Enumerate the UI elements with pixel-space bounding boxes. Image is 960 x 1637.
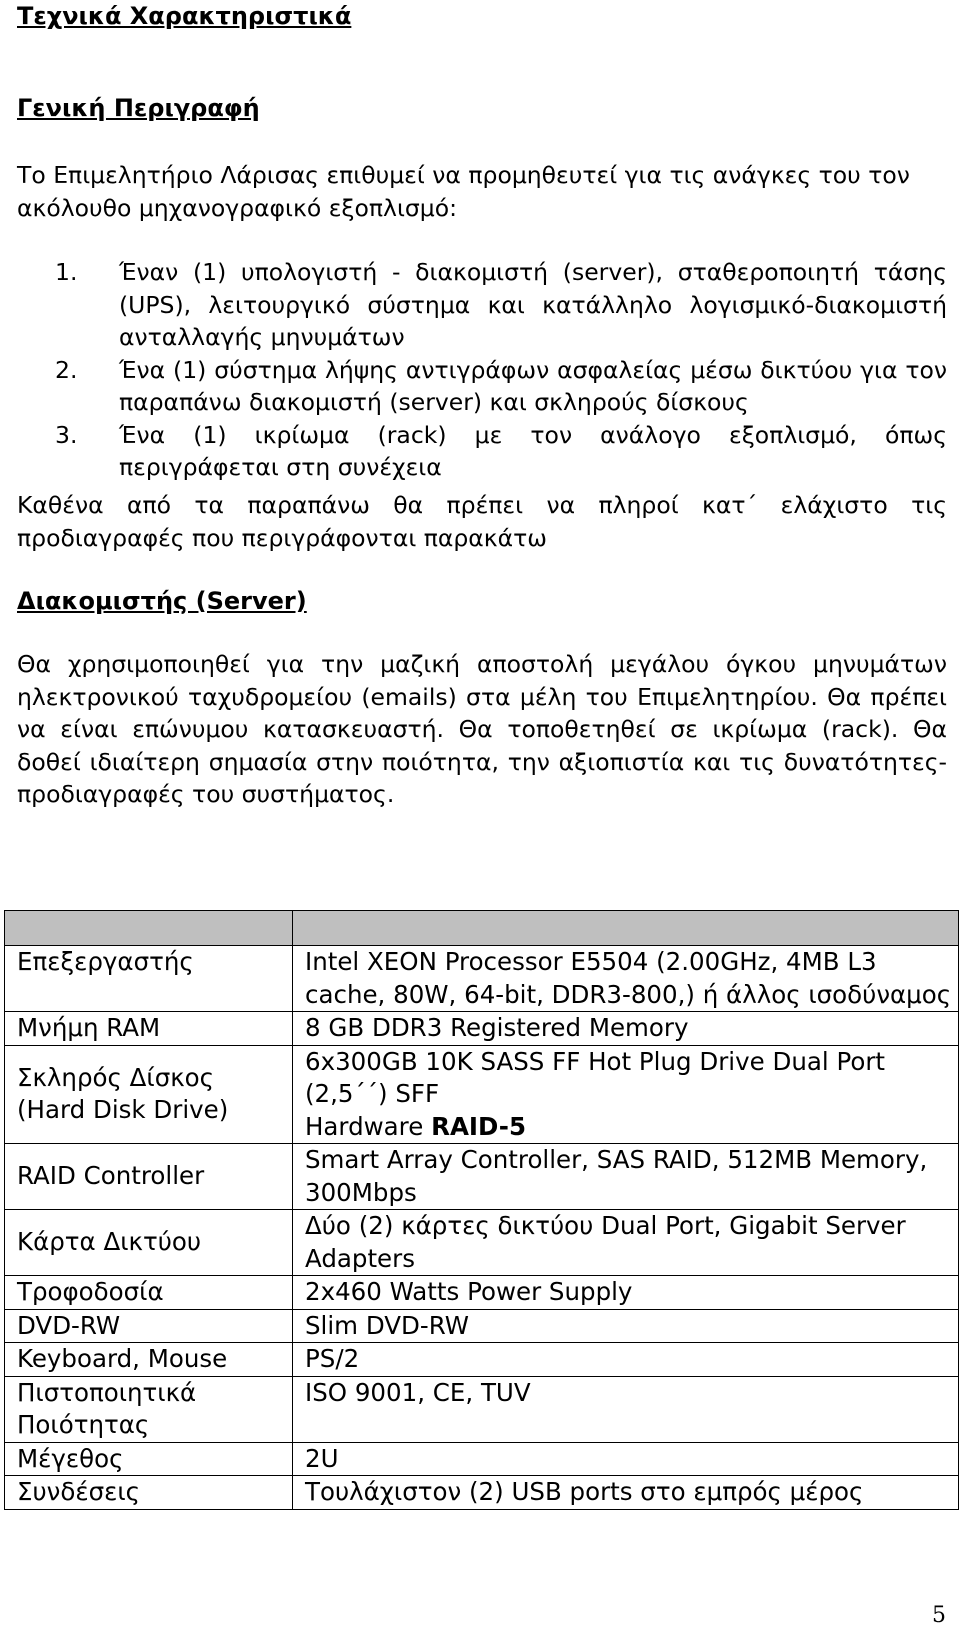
spec-value: 2x460 Watts Power Supply xyxy=(293,1276,959,1310)
spec-value: 2U xyxy=(293,1442,959,1476)
spec-label: DVD-RW xyxy=(5,1309,293,1343)
spec-label: Συνδέσεις xyxy=(5,1476,293,1510)
list-item-text: Ένα (1) σύστημα λήψης αντιγράφων ασφαλείας μέσω δικτύου για τον παραπάνω διακομιστή (server) και σκληρούς δίσκους xyxy=(119,355,947,416)
header-cell xyxy=(293,911,959,946)
spec-value: Intel XEON Processor E5504 (2.00GHz, 4MB L3 cache, 80W, 64-bit, DDR3-800,) ή άλλος ισοδύναμος xyxy=(293,946,959,1012)
list-item xyxy=(17,354,947,419)
server-heading: Διακομιστής (Server) xyxy=(17,587,307,615)
spec-label: Keyboard, Mouse xyxy=(5,1343,293,1377)
server-description: Θα χρησιμοποιηθεί για την μαζική αποστολή μεγάλου όγκου μηνυμάτων ηλεκτρονικού ταχυδρομείου (emails) στα μέλη του Επιμελητηρίου. Θα πρέπει να είναι επώνυμου κατασκευαστή. Θα τοποθετηθεί σε ικρίωμα (rack). Θα δοθεί ιδιαίτερη σημασία στην ποιότητα, την αξιοπιστία και τις δυνατότητες-προδιαγραφές του συστήματος. xyxy=(17,650,947,808)
table-row xyxy=(5,1045,959,1144)
spec-label: Μνήμη RAM xyxy=(5,1012,293,1046)
spec-label: RAID Controller xyxy=(5,1144,293,1210)
spec-label: Μέγεθος xyxy=(5,1442,293,1476)
table-row xyxy=(5,1276,959,1310)
table-row xyxy=(5,1012,959,1046)
spec-value: Slim DVD-RW xyxy=(293,1309,959,1343)
table-row xyxy=(5,946,959,1012)
table-row xyxy=(5,1144,959,1210)
general-description-heading: Γενική Περιγραφή xyxy=(17,94,260,122)
spec-label: Σκληρός Δίσκος (Hard Disk Drive) xyxy=(5,1045,293,1144)
spec-value: PS/2 xyxy=(293,1343,959,1377)
spec-value: Δύο (2) κάρτες δικτύου Dual Port, Gigabit Server Adapters xyxy=(293,1210,959,1276)
spec-value: Smart Array Controller, SAS RAID, 512MB Memory, 300Mbps xyxy=(293,1144,959,1210)
spec-value: 8 GB DDR3 Registered Memory xyxy=(293,1012,959,1046)
spec-value: ISO 9001, CE, TUV xyxy=(293,1376,959,1442)
spec-value-prefix: Hardware xyxy=(305,1111,432,1141)
spec-label: Κάρτα Δικτύου xyxy=(5,1210,293,1276)
list-item-text: Ένα (1) ικρίωμα (rack) με τον ανάλογο εξοπλισμό, όπως περιγράφεται στη συνέχεια xyxy=(119,420,947,481)
spec-value-cell xyxy=(293,1045,959,1144)
specifications-table xyxy=(4,910,959,1510)
intro-paragraph: Το Επιμελητήριο Λάρισας επιθυμεί να προμηθευτεί για τις ανάγκες του τον ακόλουθο μηχανογραφικό εξοπλισμό: xyxy=(17,161,910,222)
list-item-number: 2. xyxy=(55,355,78,384)
page-number: 5 xyxy=(932,1603,946,1628)
list-item-number: 1. xyxy=(55,258,78,286)
spec-value: Τουλάχιστον (2) USB ports στο εμπρός μέρος xyxy=(293,1476,959,1510)
list-item-text: Έναν (1) υπολογιστή - διακομιστή (server), σταθεροποιητή τάσης (UPS), λειτουργικό σύστημα και κατάλληλο λογισμικό-διακομιστή ανταλλαγής μηνυμάτων xyxy=(119,258,947,351)
spec-label: Επεξεργαστής xyxy=(5,946,293,1012)
table-row xyxy=(5,1442,959,1476)
table-row xyxy=(5,1476,959,1510)
requirements-note: Καθένα από τα παραπάνω θα πρέπει να πληροί κατ΄ ελάχιστο τις προδιαγραφές που περιγράφονται παρακάτω xyxy=(17,491,947,552)
spec-value: 6x300GB 10K SASS FF Hot Plug Drive Dual Port (2,5΄΄) SFF xyxy=(305,1046,886,1108)
list-item xyxy=(17,256,947,354)
table-header-row xyxy=(5,911,959,946)
spec-label: Τροφοδοσία xyxy=(5,1276,293,1310)
table-row xyxy=(5,1309,959,1343)
list-item xyxy=(17,419,947,484)
header-cell xyxy=(5,911,293,946)
table-row xyxy=(5,1343,959,1377)
table-row xyxy=(5,1376,959,1442)
raid-level: RAID-5 xyxy=(431,1111,527,1141)
list-item-number: 3. xyxy=(55,420,78,449)
document-title: Τεχνικά Χαρακτηριστικά xyxy=(17,2,352,30)
spec-label: Πιστοποιητικά Ποιότητας xyxy=(5,1376,293,1442)
equipment-list xyxy=(17,256,947,484)
table-row xyxy=(5,1210,959,1276)
